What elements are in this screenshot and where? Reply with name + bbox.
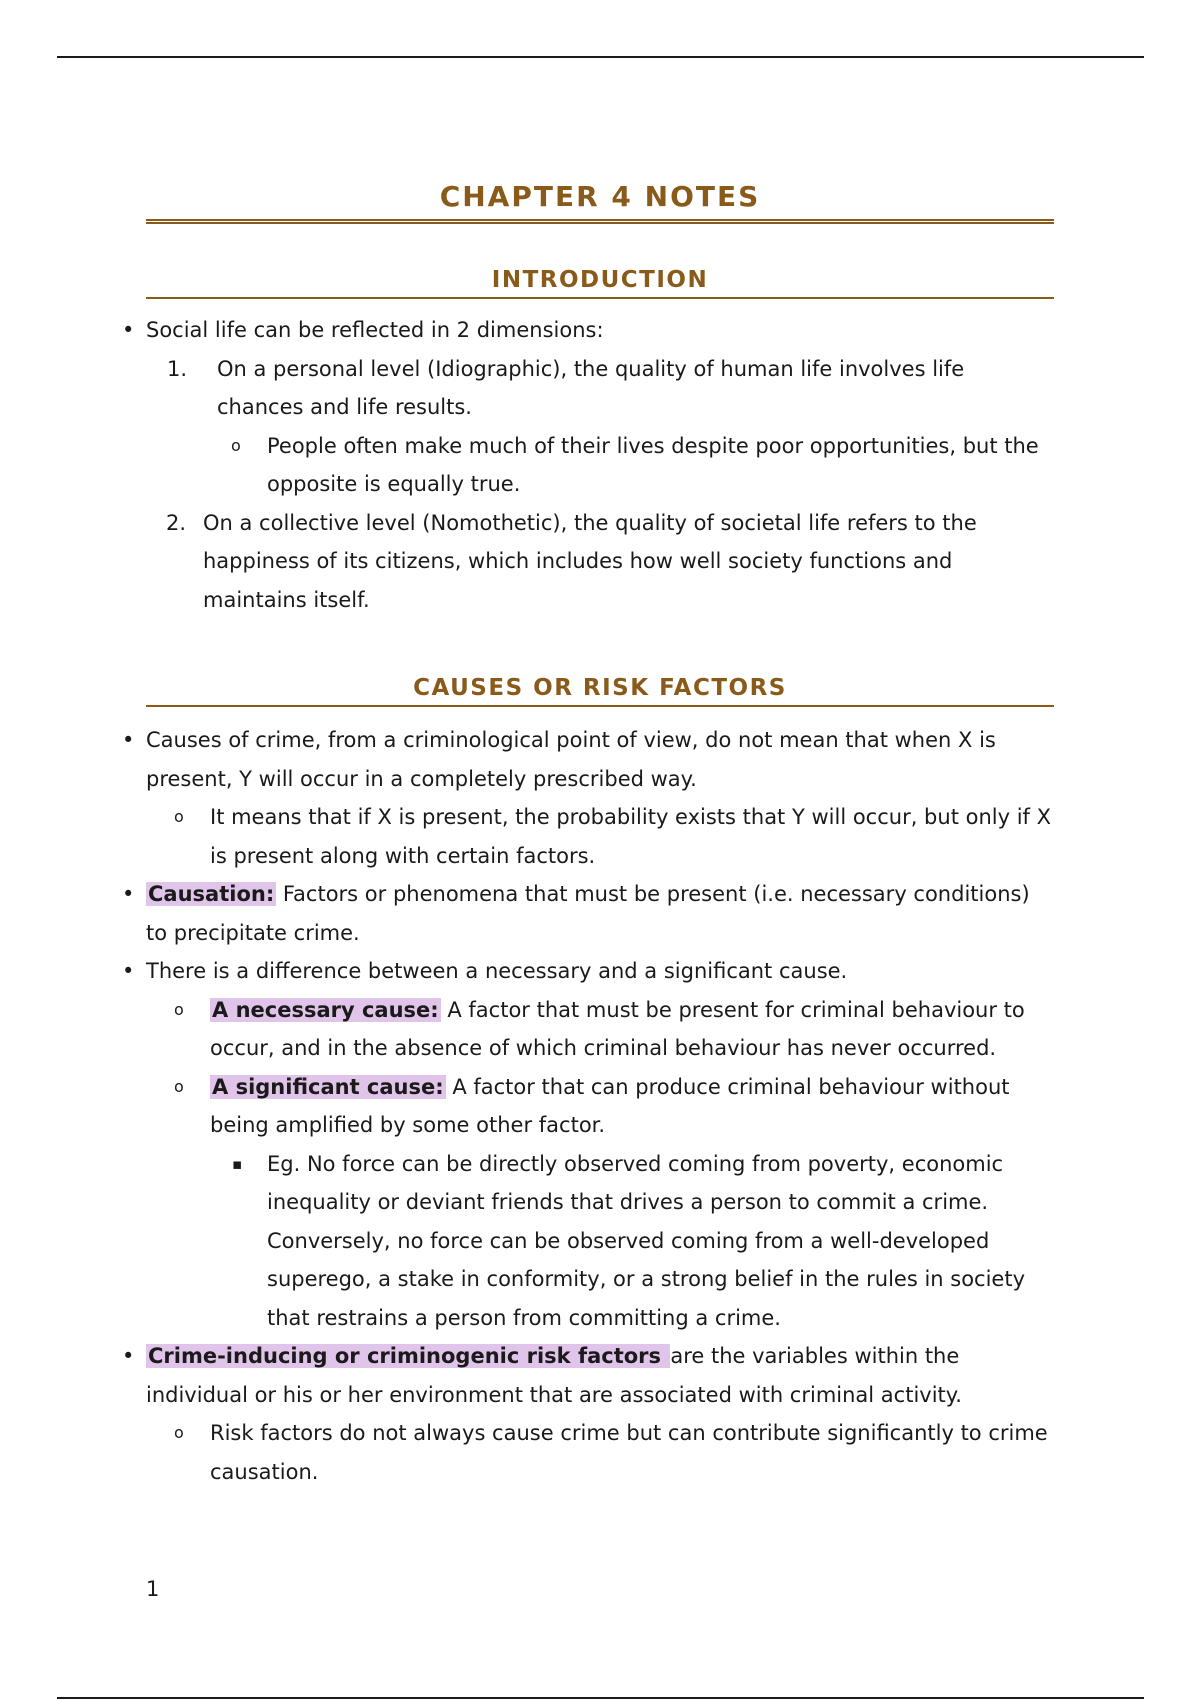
list-item-text: People often make much of their lives despite poor opportunities, but the opposite is equally true. xyxy=(267,433,1039,496)
introduction-list xyxy=(122,311,1054,619)
item-number: 2. xyxy=(166,510,187,535)
sub-sub-list-item xyxy=(232,1145,1054,1338)
list-item-text: Causes of crime, from a criminological point of view, do not mean that when X is present, Y will occur in a completely prescribed way. xyxy=(146,728,996,791)
list-item xyxy=(122,311,1054,350)
list-item-text: are the variables within the individual or his or her environment that are associated with criminal activity. xyxy=(146,1344,962,1407)
page-footer-shade xyxy=(146,1545,1036,1695)
list-item-text: On a personal level (Idiographic), the quality of human life involves life chances and life results. xyxy=(217,356,965,419)
highlighted-term-significant-cause: A significant cause: xyxy=(212,1074,444,1099)
numbered-item-2 xyxy=(166,504,1054,620)
item-number: 1. xyxy=(167,356,188,381)
circle-bullet-icon: o xyxy=(174,1423,184,1442)
page-bottom-rule xyxy=(57,1697,1144,1699)
list-item-text: A factor that can produce criminal behaviour without being amplified by some other factor. xyxy=(210,1074,1010,1137)
highlighted-term-necessary-cause: A necessary cause: xyxy=(212,997,439,1022)
highlighted-term-causation: Causation: xyxy=(148,882,275,906)
list-item-text: On a collective level (Nomothetic), the quality of societal life refers to the happiness of its citizens, which includes how well society functions and maintains itself. xyxy=(203,510,977,612)
bullet-icon: • xyxy=(122,1344,135,1368)
list-item-text: Risk factors do not always cause crime but can contribute significantly to crime causation. xyxy=(210,1421,1048,1484)
list-item xyxy=(122,952,1054,991)
chapter-title: CHAPTER 4 NOTES xyxy=(146,180,1054,224)
bullet-icon: • xyxy=(122,882,135,906)
circle-bullet-icon: o xyxy=(174,807,184,826)
list-item xyxy=(122,1337,1054,1414)
square-bullet-icon: ▪ xyxy=(232,1154,243,1173)
highlighted-term-risk-factors: Crime-inducing or criminogenic risk factors xyxy=(148,1344,669,1368)
list-item xyxy=(122,721,1054,798)
bullet-icon: • xyxy=(122,959,135,983)
list-item-text: There is a difference between a necessary and a significant cause. xyxy=(146,959,848,983)
list-item-text: A factor that must be present for criminal behaviour to occur, and in the absence of which criminal behaviour has never occurred. xyxy=(210,997,1025,1060)
circle-bullet-icon: o xyxy=(174,1076,184,1096)
section-heading-introduction: INTRODUCTION xyxy=(146,267,1054,299)
document-body xyxy=(122,180,1054,1491)
bullet-icon: • xyxy=(122,728,135,752)
sub-list-item xyxy=(174,1414,1054,1491)
list-item-text: Factors or phenomena that must be present (i.e. necessary conditions) to precipitate crime. xyxy=(146,882,1030,945)
page-number: 1 xyxy=(146,1577,160,1601)
sub-list-item xyxy=(174,991,1054,1068)
circle-bullet-icon: o xyxy=(174,999,184,1019)
sub-list-item xyxy=(174,798,1054,875)
sub-list-item xyxy=(231,427,1054,504)
numbered-item-1 xyxy=(167,350,1054,427)
list-item-text: Social life can be reflected in 2 dimensions: xyxy=(146,318,604,342)
list-item-text: Eg. No force can be directly observed coming from poverty, economic inequality or deviant friends that drives a person to commit a crime. Conversely, no force can be observed coming from a well-developed superego, a stake in conformity, or a strong belief in the rules in society that restrains a person from committing a crime. xyxy=(267,1151,1026,1330)
sub-list-item xyxy=(174,1068,1054,1145)
causes-list xyxy=(122,721,1054,1491)
list-item xyxy=(122,875,1054,952)
circle-bullet-icon: o xyxy=(231,435,241,455)
bullet-icon: • xyxy=(122,318,135,342)
list-item-text: It means that if X is present, the probability exists that Y will occur, but only if X is present along with certain factors. xyxy=(210,805,1051,868)
page-top-rule xyxy=(57,56,1144,58)
section-heading-causes: CAUSES OR RISK FACTORS xyxy=(146,675,1054,707)
